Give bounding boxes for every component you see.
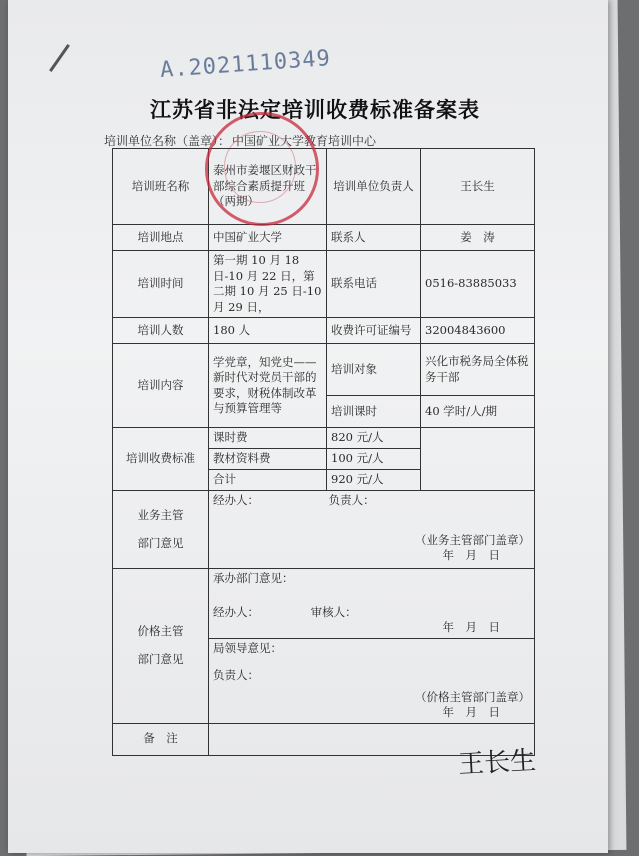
count-value: 180 人 xyxy=(209,318,327,344)
time-label: 培训时间 xyxy=(113,251,209,318)
contact-label: 联系人 xyxy=(327,225,421,251)
price-date: 年 月 日 xyxy=(442,705,500,720)
target-label: 培训对象 xyxy=(327,344,421,396)
content-value: 学党章，知党史——新时代对党员干部的要求，财税体制改革与预算管理等 xyxy=(209,344,327,428)
handwritten-signature: 王长生 xyxy=(457,745,537,781)
license-value: 32004843600 xyxy=(421,318,535,344)
price-sign-line xyxy=(213,605,530,621)
biz-opinion-cell xyxy=(209,491,535,569)
license-label: 收费许可证编号 xyxy=(327,318,421,344)
fee-name: 教材资料费 xyxy=(209,449,327,470)
biz-responsible: 负责人： xyxy=(328,493,375,508)
biz-label-line2: 部门意见 xyxy=(137,535,184,550)
content-label: 培训内容 xyxy=(113,344,209,428)
class-name-value: 泰州市姜堰区财政干部综合素质提升班（两期） xyxy=(209,149,327,225)
fee-value: 820 元/人 xyxy=(327,428,421,449)
biz-seal: （业务主管部门盖章） xyxy=(415,532,530,547)
fee-value: 100 元/人 xyxy=(327,449,421,470)
price-label-line1: 价格主管 xyxy=(137,624,184,639)
unit-name: 中国矿业大学教育培训中心 xyxy=(232,134,377,148)
count-label: 培训人数 xyxy=(113,318,209,344)
biz-date: 年 月 日 xyxy=(442,548,500,563)
target-value: 兴化市税务局全体税务干部 xyxy=(421,344,535,396)
place-label: 培训地点 xyxy=(113,225,209,251)
leader-label: 培训单位负责人 xyxy=(327,149,421,225)
biz-handler: 经办人： xyxy=(213,493,259,508)
biz-opinion-label xyxy=(113,491,209,569)
fee-name: 合计 xyxy=(209,470,327,491)
fee-blank xyxy=(421,428,535,491)
class-name-label: 培训班名称 xyxy=(113,149,209,225)
contact-value: 姜 涛 xyxy=(421,225,535,251)
handwritten-code: A.2021110349 xyxy=(159,46,332,83)
price-handler: 经办人： xyxy=(213,604,259,619)
leader-value: 王长生 xyxy=(421,149,535,225)
fee-name: 课时费 xyxy=(209,428,327,449)
price-seal: （价格主管部门盖章） xyxy=(415,689,530,704)
place-value: 中国矿业大学 xyxy=(209,225,327,251)
price-reviewer: 审核人： xyxy=(310,604,357,619)
biz-label-line1: 业务主管 xyxy=(137,508,184,523)
price-label-line2: 部门意见 xyxy=(137,651,184,666)
price-dept-opinion: 承办部门意见： xyxy=(213,571,294,586)
form-title: 江苏省非法定培训收费标准备案表 xyxy=(150,97,480,122)
fee-label: 培训收费标准 xyxy=(113,428,209,491)
hours-value: 40 学时/人/期 xyxy=(421,396,535,428)
remark-label: 备 注 xyxy=(113,723,209,755)
phone-label: 联系电话 xyxy=(327,251,421,318)
fee-value: 920 元/人 xyxy=(327,470,421,491)
unit-label: 培训单位名称（盖章）： xyxy=(104,134,231,148)
price-dept-date: 年 月 日 xyxy=(442,620,500,635)
price-bureau-cell xyxy=(209,638,535,723)
price-opinion-label xyxy=(113,569,209,724)
hours-label: 培训课时 xyxy=(327,396,421,428)
price-dept-cell xyxy=(209,569,535,639)
phone-value: 0516-83885033 xyxy=(421,251,535,318)
red-seal-stamp xyxy=(205,112,319,226)
time-value: 第一期 10 月 18 日-10 月 22 日，第二期 10 月 25 日-10 月 29 日， xyxy=(209,251,327,318)
price-responsible: 负责人： xyxy=(213,668,259,683)
price-bureau: 局领导意见： xyxy=(213,640,282,655)
filing-table xyxy=(112,148,535,756)
